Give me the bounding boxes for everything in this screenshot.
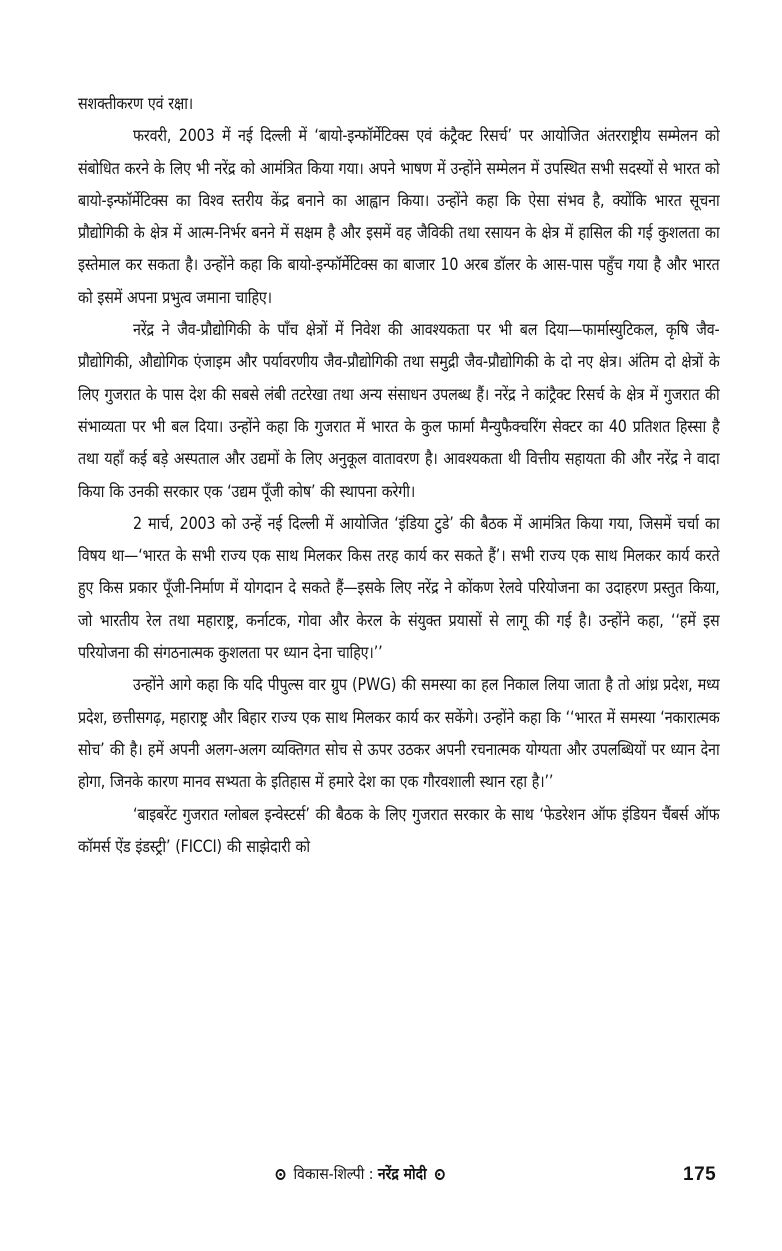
running-footer (272, 1162, 448, 1186)
paragraph-3: नरेंद्र ने जैव-प्रौद्योगिकी के पाँच क्षेत्रों में निवेश की आवश्यकता पर भी बल दिया—फार्मास्युटिकल, कृषि जैव-प्रौद्योगिकी, औद्योगिक एंजाइम और पर्यावरणीय जैव-प्रौद्योगिकी तथा समुद्री जैव-प्रौद्योगिकी के दो नए क्षेत्र। अंतिम दो क्षेत्रों के लिए गुजरात के पास देश की सबसे लंबी तटरेखा तथा अन्य संसाधन उपलब्ध हैं। नरेंद्र ने कांट्रैक्ट रिसर्च के क्षेत्र में गुजरात की संभाव्यता पर भी बल दिया। उन्होंने कहा कि गुजरात में भारत के कुल फार्मा मैन्युफैक्चरिंग सेक्टर का 40 प्रतिशत हिस्सा है तथा यहाँ कई बड़े अस्पताल और उद्यमों के लिए अनुकूल वातावरण है। आवश्यकता थी वित्तीय सहायता की और नरेंद्र ने वादा किया कि उनकी सरकार एक ‘उद्यम पूँजी कोष’ की स्थापना करेगी। (78, 320, 720, 501)
flower-ornament-icon (435, 1169, 445, 1180)
paragraph-2: फरवरी, 2003 में नई दिल्ली में ‘बायो-इन्फॉर्मेटिक्स एवं कंट्रैक्ट रिसर्च’ पर आयोजित अंतरराष्ट्रीय सम्मेलन को संबोधित करने के लिए भी नरेंद्र को आमंत्रित किया गया। अपने भाषण में उन्होंने सम्मेलन में उपस्थित सभी सदस्यों से भारत को बायो-इन्फॉर्मेटिक्स का विश्व स्तरीय केंद्र बनाने का आह्वान किया। उन्होंने कहा कि ऐसा संभव है, क्योंकि भारत सूचना प्रौद्योगिकी के क्षेत्र में आत्म-निर्भर बनने में सक्षम है और इसमें वह जैविकी तथा रसायन के क्षेत्र में हासिल की गई कुशलता का इस्तेमाल कर सकता है। उन्होंने कहा कि बायो-इन्फॉर्मेटिक्स का बाजार 10 अरब डॉलर के आस-पास पहुँच गया है और भारत को इसमें अपना प्रभुत्व जमाना चाहिए। (78, 126, 720, 307)
paragraph-6: ‘बाइबरेंट गुजरात ग्लोबल इन्वेस्टर्स’ की बैठक के लिए गुजरात सरकार के साथ ‘फेडरेशन ऑफ इंडियन चैंबर्स ऑफ कॉमर्स ऐंड इंडस्ट्री’ (FICCI) की साझेदारी को (78, 804, 720, 856)
page-footer (0, 1160, 782, 1190)
book-name: नरेंद्र मोदी (377, 1165, 427, 1183)
paragraph-1: सशक्तीकरण एवं रक्षा। (78, 94, 194, 113)
paragraph-5: उन्होंने आगे कहा कि यदि पीपुल्स वार ग्रुप (PWG) की समस्या का हल निकाल लिया जाता है तो आंध्र प्रदेश, मध्य प्रदेश, छत्तीसगढ़, महाराष्ट्र और बिहार राज्य एक साथ मिलकर कार्य कर सकेंगे। उन्होंने कहा कि ‘‘भारत में समस्या ‘नकारात्मक सोच’ की है। हमें अपनी अलग-अलग व्यक्तिगत सोच से ऊपर उठकर अपनी रचनात्मक योग्यता और उपलब्धियों पर ध्यान देना होगा, जिनके कारण मानव सभ्यता के इतिहास में हमारे देश का एक गौरवशाली स्थान रहा है।’’ (78, 675, 720, 792)
flower-ornament-icon (276, 1169, 286, 1180)
page-body (78, 88, 720, 863)
paragraph-4: 2 मार्च, 2003 को उन्हें नई दिल्ली में आयोजित ‘इंडिया टुडे’ की बैठक में आमंत्रित किया गया, जिसमें चर्चा का विषय था—‘भारत के सभी राज्य एक साथ मिलकर किस तरह कार्य कर सकते हैं’। सभी राज्य एक साथ मिलकर कार्य करते हुए किस प्रकार पूँजी-निर्माण में योगदान दे सकते हैं—इसके लिए नरेंद्र ने कोंकण रेलवे परियोजना का उदाहरण प्रस्तुत किया, जो भारतीय रेल तथा महाराष्ट्र, कर्नाटक, गोवा और केरल के संयुक्त प्रयासों से लागू की गई है। उन्होंने कहा, ‘‘हमें इस परियोजना की संगठनात्मक कुशलता पर ध्यान देना चाहिए।’’ (78, 513, 720, 663)
page-number: 175 (683, 1164, 717, 1185)
series-title: विकास-शिल्पी : (293, 1165, 374, 1183)
